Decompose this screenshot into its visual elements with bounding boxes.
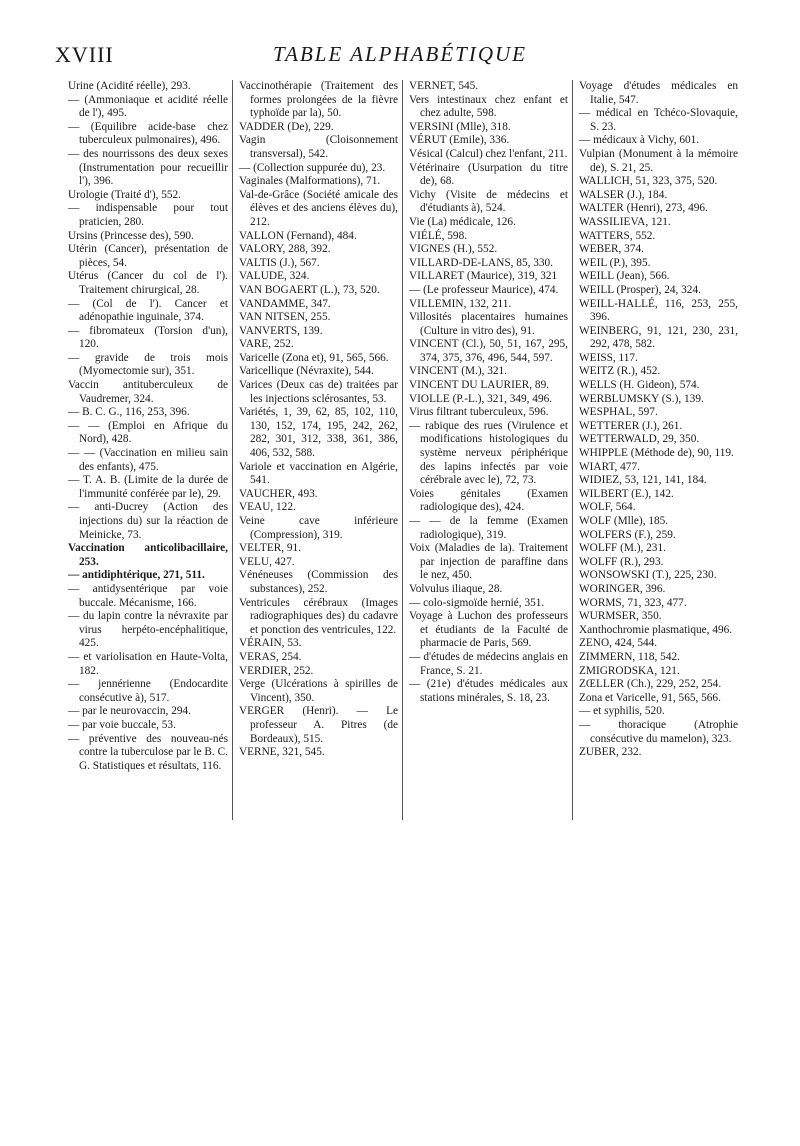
index-entry: Variole et vaccination en Algérie, 541. xyxy=(239,460,398,487)
index-entry: WESPHAL, 597. xyxy=(579,406,658,419)
index-entry: — et syphilis, 520. xyxy=(579,705,665,718)
index-column-1 xyxy=(62,80,232,820)
index-entry: WOLFF (R.), 293. xyxy=(579,555,664,568)
index-entry: VALTIS (J.), 567. xyxy=(239,256,320,269)
index-entry: ZENO, 424, 544. xyxy=(579,637,658,650)
index-entry: WILBERT (E.), 142. xyxy=(579,487,674,500)
index-entry: Villosités placentaires humaines (Culture in vitro des), 91. xyxy=(409,311,568,337)
index-entry: — antidysentérique par voie buccale. Mécanisme, 166. xyxy=(68,582,228,609)
index-entry: VIGNES (H.), 552. xyxy=(409,243,498,256)
index-entry: Voix (Maladies de la). Traitement par injection de paraffine dans le nez, 450. xyxy=(409,542,568,582)
index-entry: VALUDE, 324. xyxy=(239,270,310,283)
index-entry: VILLARD-DE-LANS, 85, 330. xyxy=(409,256,554,269)
index-entry: Val-de-Grâce (Société amicale des élèves et des anciens élèves du), 212. xyxy=(239,188,398,228)
index-entry: WEILL-HALLÉ, 116, 253, 255, 396. xyxy=(579,297,738,324)
index-entry: — médical en Tchéco-Slovaquie, S. 23. xyxy=(579,107,738,133)
index-entry: WURMSER, 350. xyxy=(579,610,662,623)
index-entry: WERBLUMSKY (S.), 139. xyxy=(579,392,704,405)
index-entry: — (Col de l'). Cancer et adénopathie inguinale, 374. xyxy=(68,297,228,324)
page-title: TABLE ALPHABÉTIQUE xyxy=(273,42,527,66)
index-entry: VERGER (Henri). — Le professeur A. Pitres (de Bordeaux), 515. xyxy=(239,705,398,745)
index-entry: — colo-sigmoïde hernié, 351. xyxy=(409,596,545,609)
index-entry: Veine cave inférieure (Compression), 319. xyxy=(239,515,398,541)
index-entry: Utérus (Cancer du col de l'). Traitement chirurgical, 28. xyxy=(68,270,228,296)
index-entry: WOLF (Mlle), 185. xyxy=(579,515,669,527)
index-entry: VERNE, 321, 545. xyxy=(239,746,325,759)
index-entry: VILLEMIN, 132, 211. xyxy=(409,297,512,310)
index-entry: WEILL (Prosper), 24, 324. xyxy=(579,283,701,296)
index-entry: VERAS, 254. xyxy=(239,650,302,663)
index-entry: — antidiphtérique, 271, 511. xyxy=(68,569,205,582)
index-entry: ZŒLLER (Ch.), 229, 252, 254. xyxy=(579,678,722,691)
index-entry: Voyage à Luchon des professeurs et étudiants de la Faculté de pharmacie de Paris, 569. xyxy=(409,610,568,650)
index-entry: Varices (Deux cas de) traitées par les injections sclérosantes, 53. xyxy=(239,379,398,405)
index-entry: VAN BOGAERT (L.), 73, 520. xyxy=(239,283,380,296)
index-entry: — gravide de trois mois (Myomectomie sur), 351. xyxy=(68,351,228,378)
index-entry: Virus filtrant tuberculeux, 596. xyxy=(409,406,549,419)
index-entry: VINCENT (M.), 321. xyxy=(409,365,508,378)
index-entry: — (21e) d'études médicales aux stations minérales, S. 18, 23. xyxy=(409,678,568,704)
index-entry: Vaccinothérapie (Traitement des formes prolongées de la fièvre typhoïde par la), 50. xyxy=(239,80,398,120)
index-entry: WALTER (Henri), 273, 496. xyxy=(579,202,708,215)
index-entry: ZIMMERN, 118, 542. xyxy=(579,650,680,663)
index-entry: VÉRUT (Emile), 336. xyxy=(409,134,510,147)
index-entry: WIART, 477. xyxy=(579,460,640,473)
index-entry: VERSINI (Mlle), 318. xyxy=(409,120,511,133)
index-entry: VAUCHER, 493. xyxy=(239,487,318,500)
index-entry: — indispensable pour tout praticien, 280. xyxy=(68,202,228,228)
index-entry: — — (Vaccination en milieu sain des enfants), 475. xyxy=(68,447,228,473)
index-entry: WETTERER (J.), 261. xyxy=(579,419,683,432)
index-entry: Vénéneuses (Commission des substances), 252. xyxy=(239,569,398,595)
index-entry: Vaccination anticolibacillaire, 253. xyxy=(68,542,228,568)
index-entry: WEITZ (R.), 452. xyxy=(579,365,661,378)
index-entry: VANVERTS, 139. xyxy=(239,324,323,337)
index-entry: — des nourrissons des deux sexes (Instrumentation pour recueillir l'), 396. xyxy=(68,147,228,188)
index-entry: VANDAMME, 347. xyxy=(239,297,331,310)
index-entry: — (Le professeur Maurice), 474. xyxy=(409,283,559,296)
index-entry: VERDIER, 252. xyxy=(239,664,314,677)
index-entry: VILLARET (Maurice), 319, 321 xyxy=(409,270,558,283)
index-entry: Variétés, 1, 39, 62, 85, 102, 110, 130, 152, 174, 195, 242, 262, 282, 301, 312, 338, 361, 386, 406, 532, 588. xyxy=(239,406,398,460)
index-entry: Vésical (Calcul) chez l'enfant, 211. xyxy=(409,147,568,160)
index-entry: VARE, 252. xyxy=(239,338,294,351)
index-entry: WONSOWSKI (T.), 225, 230. xyxy=(579,569,717,582)
index-entry: Vulpian (Monument à la mémoire de), S. 21, 25. xyxy=(579,147,738,174)
index-entry: WHIPPLE (Méthode de), 90, 119. xyxy=(579,447,734,460)
index-entry: WEISS, 117. xyxy=(579,351,638,364)
index-entry: Vers intestinaux chez enfant et chez adulte, 598. xyxy=(409,93,568,120)
index-entry: — et variolisation en Haute-Volta, 182. xyxy=(68,650,228,677)
index-entry: Voies génitales (Examen radiologique des), 424. xyxy=(409,487,568,514)
index-entry: — du lapin contre la névraxite par virus herpéto-encéphalitique, 425. xyxy=(68,610,228,650)
index-entry: — rabique des rues (Virulence et modifications histologiques du système nerveux périphérique des lapins infectés par voie cérébrale avec le), 72, 73. xyxy=(409,419,568,487)
index-column-2 xyxy=(232,80,402,820)
index-entry: WELLS (H. Gideon), 574. xyxy=(579,379,700,392)
index-column-4 xyxy=(572,80,742,820)
index-entry: — d'études de médecins anglais en France, S. 21. xyxy=(409,650,568,677)
index-entry: Vichy (Visite de médecins et d'étudiants à), 524. xyxy=(409,188,568,215)
index-entry: WATTERS, 552. xyxy=(579,229,656,242)
index-entry: — B. C. G., 116, 253, 396. xyxy=(68,406,190,419)
index-entry: Ventricules cérébraux (Images radiographiques des) du cadavre et ponction des ventricules, 122. xyxy=(239,596,398,636)
index-entry: VALLON (Fernand), 484. xyxy=(239,229,357,242)
index-entry: WOLFF (M.), 231. xyxy=(579,542,666,555)
index-entry: Vaginales (Malformations), 71. xyxy=(239,175,381,188)
index-entry: Volvulus iliaque, 28. xyxy=(409,582,503,595)
index-entry: VALORY, 288, 392. xyxy=(239,243,331,256)
index-entry: — — (Emploi en Afrique du Nord), 428. xyxy=(68,419,228,446)
index-entry: — par voie buccale, 53. xyxy=(68,718,176,731)
index-entry: VEAU, 122. xyxy=(239,501,296,514)
index-entry: — thoracique (Atrophie consécutive du mamelon), 323. xyxy=(579,718,738,745)
index-entry: WEILL (Jean), 566. xyxy=(579,270,670,283)
index-entry: VÉRAIN, 53. xyxy=(239,637,302,650)
index-entry: Vaccin antituberculeux de Vaudremer, 324. xyxy=(68,379,228,405)
index-entry: Verge (Ulcérations à spirilles de Vincent), 350. xyxy=(239,678,398,704)
index-column-3 xyxy=(402,80,572,820)
index-entry: Urine (Acidité réelle), 293. xyxy=(68,80,191,92)
index-entry: Vagin (Cloisonnement transversal), 542. xyxy=(239,134,398,160)
index-entry: VELTER, 91. xyxy=(239,542,302,555)
index-entry: — T. A. B. (Limite de la durée de l'immunité conférée par le), 29. xyxy=(68,474,228,500)
index-entry: — fibromateux (Torsion d'un), 120. xyxy=(68,324,228,351)
index-entry: WEBER, 374. xyxy=(579,243,644,256)
index-entry: — préventive des nouveau-nés contre la tuberculose par le B. C. G. Statistiques et résultats, 116. xyxy=(68,732,228,772)
index-entry: WOLFERS (F.), 259. xyxy=(579,528,676,541)
index-entry: ZMIGRODSKA, 121. xyxy=(579,664,680,677)
index-entry: WORMS, 71, 323, 477. xyxy=(579,596,687,609)
index-entry: VERNET, 545. xyxy=(409,80,479,92)
index-entry: — par le neurovaccin, 294. xyxy=(68,705,191,718)
index-entry: WEINBERG, 91, 121, 230, 231, 292, 478, 582. xyxy=(579,324,738,351)
index-entry: Ursins (Princesse des), 590. xyxy=(68,229,194,242)
index-entry: WIDIEZ, 53, 121, 141, 184. xyxy=(579,474,707,487)
index-columns xyxy=(62,80,768,820)
index-entry: Varicelle (Zona et), 91, 565, 566. xyxy=(239,351,389,364)
index-entry: WOLF, 564. xyxy=(579,501,636,514)
index-entry: VELU, 427. xyxy=(239,555,295,568)
index-entry: WALSER (J.), 184. xyxy=(579,188,668,201)
index-entry: — (Equilibre acide-base chez tuberculeux pulmonaires), 496. xyxy=(68,120,228,147)
index-entry: WETTERWALD, 29, 350. xyxy=(579,433,700,446)
index-entry: WORINGER, 396. xyxy=(579,582,666,595)
index-entry: WEIL (P.), 395. xyxy=(579,256,651,269)
index-entry: VINCENT DU LAURIER, 89. xyxy=(409,379,550,392)
index-entry: VIÉLÉ, 598. xyxy=(409,229,468,242)
index-entry: — (Ammoniaque et acidité réelle de l'), 495. xyxy=(68,93,228,120)
index-entry: Urologie (Traité d'), 552. xyxy=(68,188,182,201)
index-entry: Voyage d'études médicales en Italie, 547. xyxy=(579,80,738,106)
index-entry: WASSILIEVA, 121. xyxy=(579,215,671,228)
index-entry: — jennérienne (Endocardite consécutive à), 517. xyxy=(68,678,228,704)
index-entry: Utérin (Cancer), présentation de pièces, 54. xyxy=(68,243,228,269)
index-entry: — médicaux à Vichy, 601. xyxy=(579,134,700,147)
index-entry: WALLICH, 51, 323, 375, 520. xyxy=(579,175,718,188)
index-entry: — (Collection suppurée du), 23. xyxy=(239,161,386,174)
index-entry: Varicellique (Névraxite), 544. xyxy=(239,365,374,378)
index-entry: — anti-Ducrey (Action des injections du) sur la réaction de Meinicke, 73. xyxy=(68,501,228,541)
index-entry: Vie (La) médicale, 126. xyxy=(409,215,516,228)
index-entry: VAN NITSEN, 255. xyxy=(239,311,331,324)
index-entry: Zona et Varicelle, 91, 565, 566. xyxy=(579,691,721,704)
index-entry: VADDER (De), 229. xyxy=(239,120,334,133)
index-entry: Vétérinaire (Usurpation du titre de), 68. xyxy=(409,161,568,188)
page-number: XVIII xyxy=(55,42,114,67)
index-entry: — — de la femme (Examen radiologique), 319. xyxy=(409,515,568,541)
index-entry: Xanthochromie plasmatique, 496. xyxy=(579,623,733,636)
index-entry: ZUBER, 232. xyxy=(579,746,642,759)
index-entry: VIOLLE (P.-L.), 321, 349, 496. xyxy=(409,392,553,405)
index-entry: VINCENT (Cl.), 50, 51, 167, 295, 374, 375, 376, 496, 544, 597. xyxy=(409,338,568,364)
